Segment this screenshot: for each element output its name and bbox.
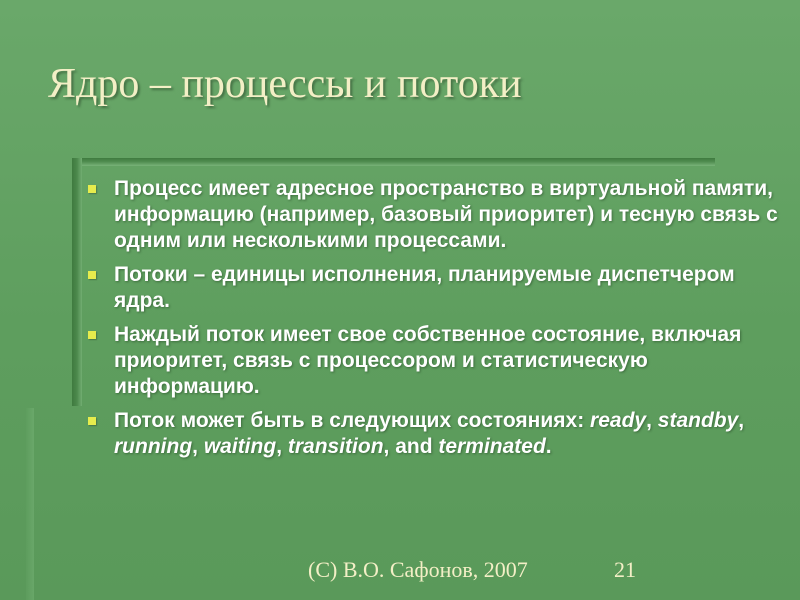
- bullet-item-3: [88, 322, 788, 400]
- square-bullet-icon: [88, 271, 96, 279]
- state-separator: ,: [383, 435, 390, 458]
- frame-left-bar: [72, 158, 82, 406]
- frame-top-bar: [80, 158, 715, 166]
- slide-title: Ядро – процессы и потоки: [48, 61, 522, 107]
- bullet-text-intro: Поток может быть в следующих состояниях:: [114, 409, 585, 432]
- state-separator: ,: [646, 409, 652, 432]
- state-separator: ,: [738, 409, 745, 432]
- bullet-text: Процесс имеет адресное пространство в виртуальной памяти, информацию (например, базовый приоритет) и тесную связь с одним или несколькими процессами.: [114, 177, 778, 252]
- state-waiting: waiting: [203, 435, 277, 458]
- bullet-item-2: [88, 262, 788, 314]
- end-punctuation: .: [545, 435, 552, 458]
- frame-left-lower-bar: [26, 408, 34, 600]
- state-running: running: [114, 435, 193, 458]
- state-transition: transition: [287, 435, 384, 458]
- and-word: and: [395, 435, 433, 458]
- state-ready: ready: [590, 409, 647, 432]
- state-separator: ,: [276, 435, 283, 458]
- state-standby: standby: [657, 409, 739, 432]
- bullet-item-1: [88, 176, 788, 254]
- square-bullet-icon: [88, 417, 96, 425]
- bullet-text: Потоки – единицы исполнения, планируемые диспетчером ядра.: [114, 263, 735, 312]
- bullet-text: Наждый поток имеет свое собственное состояние, включая приоритет, связь с процессором и статистическую информацию.: [114, 323, 742, 398]
- bullet-item-4: [88, 408, 788, 460]
- state-terminated: terminated: [438, 435, 546, 458]
- bullet-list: [88, 176, 788, 468]
- slide-number: 21: [614, 557, 636, 582]
- footer-author: (C) В.О. Сафонов, 2007: [308, 557, 528, 582]
- square-bullet-icon: [88, 331, 96, 339]
- state-separator: ,: [192, 435, 198, 458]
- square-bullet-icon: [88, 185, 96, 193]
